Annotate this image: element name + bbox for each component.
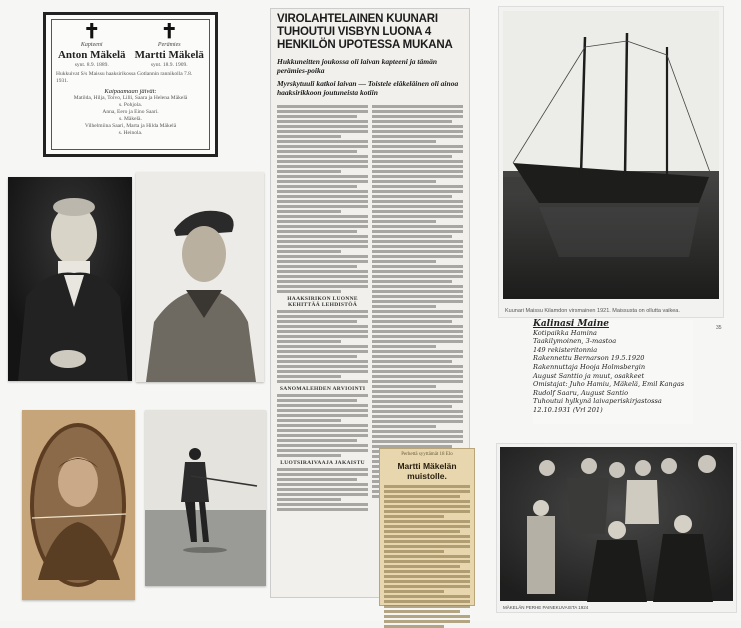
article-section-heading: SANOMALEHDEN ARVIOINTI — [279, 386, 366, 392]
obituary-rank: Perämies — [157, 42, 181, 48]
schooner-photo — [498, 6, 724, 318]
family-group-illustration — [497, 444, 736, 604]
note-line: Rudolf Saaru, August Santio — [533, 388, 629, 397]
obituary-card — [43, 12, 218, 157]
obituary-right — [133, 23, 205, 68]
mourner-line: Vilhelmiina Saari, Marta ja Hilda Mäkelä — [84, 123, 177, 129]
cross-icon: ✝ — [83, 21, 101, 43]
young-man-illustration — [136, 172, 264, 382]
note-line: Omistajat: Juho Hamiu, Mäkelä, Emil Kangas — [533, 380, 685, 389]
mourner-line: Matilda, Hilja, Toivo, Lilli, Saara ja Helena Mäkelä — [73, 95, 188, 101]
obituary-left — [56, 23, 128, 68]
memorial-title: Martti Mäkelän muistolle. — [397, 461, 457, 481]
group-caption: MÄKELÄN PERHE PAINEKUVAISTA 1924 — [503, 605, 589, 610]
article-section-heading: LUOTSIRAIVAAJA JAKAISTU — [280, 460, 365, 466]
note-line: Kotipaikka Hamina — [533, 328, 597, 337]
note-line: Rakennuttaja Hooja Holmsbergin — [533, 362, 646, 371]
cross-icon: ✝ — [160, 21, 178, 43]
older-man-illustration — [8, 177, 132, 381]
note-line: Taakilymoinen, 3-mastoa — [533, 337, 617, 346]
portrait-older-man-photo — [8, 177, 132, 381]
mourner-line: Anna, Eero ja Eino Saari. — [102, 109, 159, 115]
obituary-rank: Kapteeni — [80, 42, 103, 48]
oval-portrait-photo — [22, 410, 135, 600]
article-subheadline: Myrskytuuli katkoi laivan — Toistele eläkeläinen oli ainoa haaksirikkoon joutuneista kotiin — [277, 79, 459, 97]
man-with-rifle-photo — [145, 410, 266, 586]
family-group-photo — [496, 443, 737, 613]
portrait-young-man-cap-photo — [136, 172, 264, 382]
article-subheadline: Hukkuneitten joukossa oli laivan kapteeni ja tämän perämies-poika — [277, 57, 438, 75]
article-headline: VIROLAHTELAINEN KUUNARI TUHOUTUI VISBYN LUONA 4 HENKILÖN UPOTESSA MUKANA — [277, 13, 453, 51]
note-line: Tuhoutui hylkynä laivaperiskirjastossa — [533, 397, 662, 406]
obituary-text: Hukkuivat S/s Maissu haaksirikossa Gotlannin rannikolla 7.8. 1931. — [56, 71, 193, 84]
mourners-list — [56, 95, 205, 137]
page-number: 35 — [716, 325, 722, 331]
mourners-title: Kaipaamaan jäivät: — [104, 88, 157, 95]
obituary-name: Martti Mäkelä — [134, 49, 204, 61]
ship-caption: Kuunari Maissu Kilamdon virsmainen 1921. Maissusta on ollutta vaikea. — [505, 308, 680, 314]
obituary-name: Anton Mäkelä — [57, 49, 126, 61]
note-line: 12.10.1931 (Vrl 201) — [533, 405, 603, 414]
mourner-line: s. Pohjola. — [118, 102, 143, 108]
note-title: Kalinasi Maine — [533, 319, 609, 329]
oval-portrait-illustration — [22, 410, 135, 600]
memorial-header: Perhettä syyttämät 18 Elo — [401, 452, 453, 457]
mourner-line: s. Mäkelä. — [119, 116, 142, 122]
article-column-left — [277, 103, 368, 513]
mourner-line: s. Heinola. — [118, 130, 143, 136]
handwritten-note — [533, 320, 693, 424]
note-line: 149 rekisteritonnia — [533, 345, 598, 354]
obituary-dates: synt. 18.9. 1909. — [150, 62, 188, 68]
memorial-clipping — [379, 448, 475, 606]
schooner-illustration — [499, 7, 723, 303]
obituary-dates: synt. 8.9. 1889. — [74, 62, 109, 68]
note-line: August Santtio ja muut, osakkeet — [533, 371, 645, 380]
note-line: Rakennettu Bernarson 19.5.1920 — [533, 354, 645, 363]
article-section-heading: HAAKSIRIKON LUONNE KEHITTÄÄ LEHDISTÖÄ — [287, 296, 358, 308]
man-with-rifle-illustration — [145, 410, 266, 586]
